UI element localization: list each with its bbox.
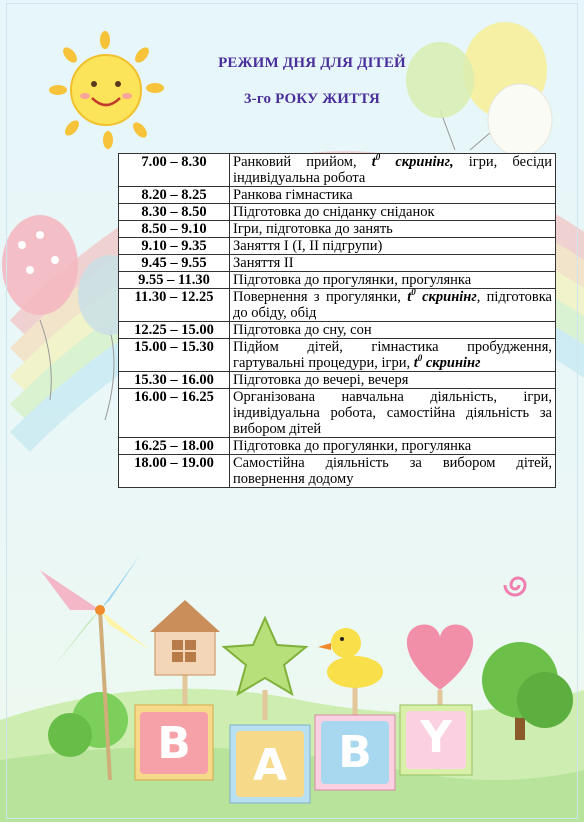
schedule-time: 9.10 – 9.35	[119, 238, 230, 255]
sun-icon	[49, 31, 164, 149]
schedule-time: 16.25 – 18.00	[119, 438, 230, 455]
block-letter-4: Y	[420, 712, 452, 763]
schedule-time: 8.20 – 8.25	[119, 187, 230, 204]
schedule-activity: Заняття ІІ	[230, 255, 556, 272]
schedule-activity: Ігри, підготовка до занять	[230, 221, 556, 238]
schedule-row	[119, 289, 556, 322]
schedule-row	[119, 204, 556, 221]
schedule-time: 7.00 – 8.30	[119, 154, 230, 187]
schedule-row	[119, 255, 556, 272]
page-subtitle: 3-го РОКУ ЖИТТЯ	[243, 91, 381, 107]
schedule-time: 12.25 – 15.00	[119, 322, 230, 339]
schedule-time: 8.30 – 8.50	[119, 204, 230, 221]
schedule-row	[119, 322, 556, 339]
schedule-row	[119, 187, 556, 204]
schedule-row	[119, 221, 556, 238]
schedule-activity: Підготовка до прогулянки, прогулянка	[230, 438, 556, 455]
schedule-row	[119, 372, 556, 389]
schedule-activity: Підготовка до сніданку сніданок	[230, 204, 556, 221]
block-letter-2: A	[252, 740, 288, 791]
house-icon	[150, 600, 220, 675]
schedule-activity: Повернення з прогулянки, $t^0$ скринінг, підготовка до обіду, обід	[230, 289, 556, 322]
daily-schedule-table	[118, 153, 556, 488]
page-title: РЕЖИМ ДНЯ ДЛЯ ДІТЕЙ	[218, 55, 406, 71]
schedule-row	[119, 238, 556, 255]
schedule-activity: Самостійна діяльність за вибором дітей, повернення додому	[230, 455, 556, 488]
schedule-time: 16.00 – 16.25	[119, 389, 230, 438]
schedule-activity: Ранковий прийом, $t^0$ скринінг, ігри, бесіди індивідуальна робота	[230, 154, 556, 187]
schedule-activity: Підйом дітей, гімнастика пробудження, гартувальні процедури, ігри, $t^0$ скринінг	[230, 339, 556, 372]
schedule-activity: Підготовка до вечері, вечеря	[230, 372, 556, 389]
duck-icon	[318, 628, 383, 688]
schedule-time: 15.30 – 16.00	[119, 372, 230, 389]
schedule-activity: Підготовка до прогулянки, прогулянка	[230, 272, 556, 289]
schedule-time: 18.00 – 19.00	[119, 455, 230, 488]
schedule-row	[119, 438, 556, 455]
schedule-time: 9.55 – 11.30	[119, 272, 230, 289]
schedule-time: 11.30 – 12.25	[119, 289, 230, 322]
schedule-row	[119, 389, 556, 438]
schedule-row	[119, 154, 556, 187]
heart-icon	[407, 624, 473, 690]
block-letter-3: B	[338, 727, 372, 778]
schedule-row	[119, 455, 556, 488]
schedule-row	[119, 272, 556, 289]
schedule-activity: Організована навчальна діяльність, ігри, індивідуальна робота, самостійна діяльність за вибором дітей	[230, 389, 556, 438]
schedule-time: 15.00 – 15.30	[119, 339, 230, 372]
schedule-time: 9.45 – 9.55	[119, 255, 230, 272]
star-icon	[224, 618, 306, 694]
schedule-activity: Ранкова гімнастика	[230, 187, 556, 204]
schedule-row	[119, 339, 556, 372]
schedule-activity: Підготовка до сну, сон	[230, 322, 556, 339]
schedule-time: 8.50 – 9.10	[119, 221, 230, 238]
schedule-activity: Заняття І (І, ІІ підгрупи)	[230, 238, 556, 255]
block-letter-1: B	[157, 718, 191, 769]
